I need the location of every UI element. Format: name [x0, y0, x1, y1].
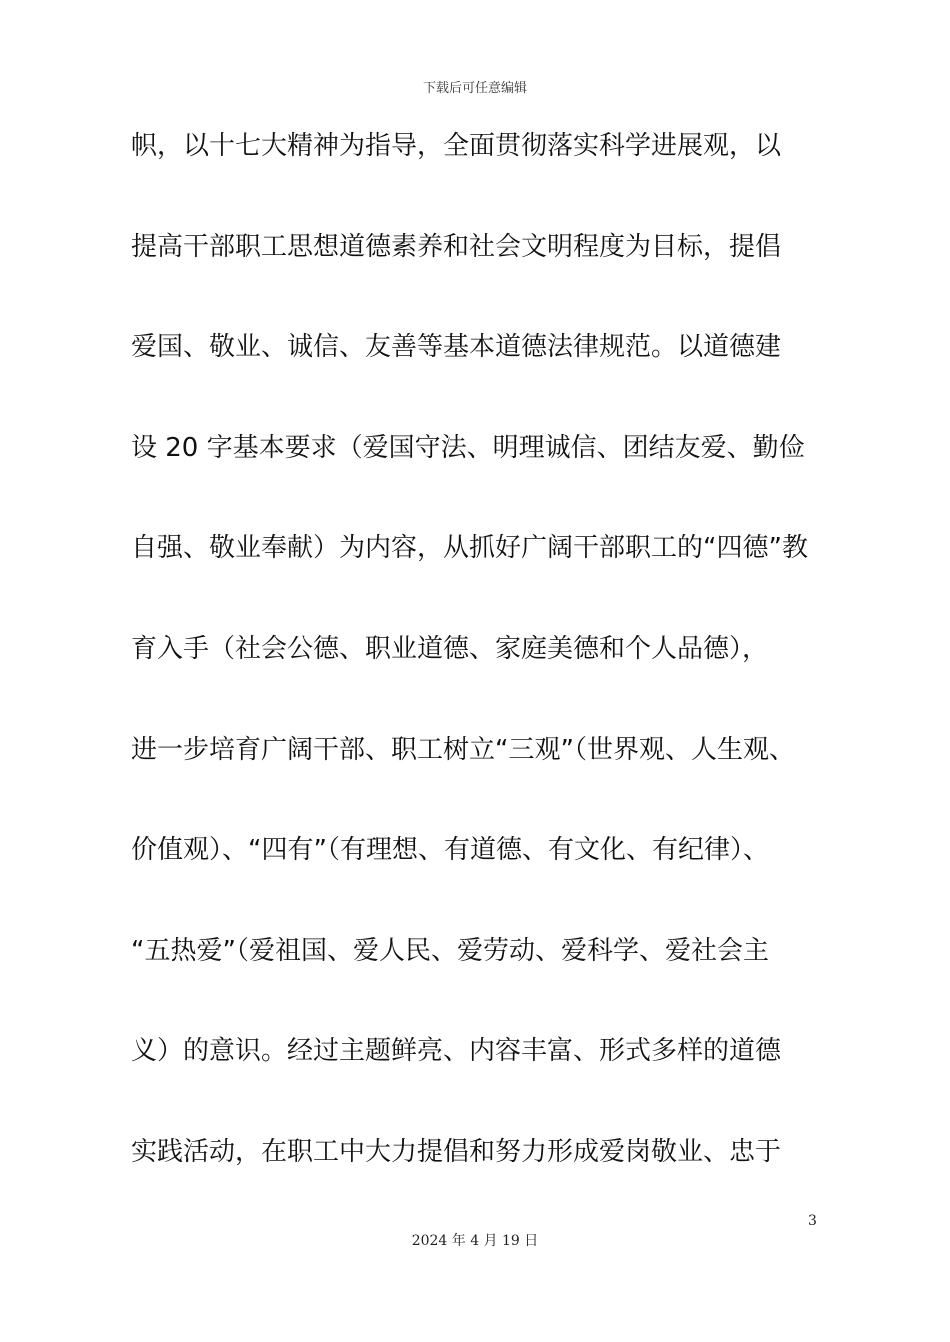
body-line-1: 帜，以十七大精神为指导，全面贯彻落实科学进展观，以 [131, 131, 782, 161]
document-body [131, 120, 851, 1227]
body-line-6: 育入手（社会公德、职业道德、家庭美德和个人品德）， [131, 633, 769, 664]
body-line-9: “五热爱”（爱祖国、爱人民、爱劳动、爱科学、爱社会主 [131, 935, 769, 966]
body-line-5: 自强、敬业奉献）为内容，从抓好广阔干部职工的“四德”教 [131, 533, 808, 564]
body-line-4: 设 20 字基本要求（爱国守法、明理诚信、团结友爱、勤俭 [131, 432, 805, 463]
page-footer-date: 2024 年 4 月 19 日 [411, 1233, 539, 1249]
page-number: 3 [808, 1213, 817, 1229]
body-line-7: 进一步培育广阔干部、职工树立“三观”（世界观、人生观、 [131, 734, 795, 765]
body-line-2: 提高干部职工思想道德素养和社会文明程度为目标，提倡 [131, 231, 782, 262]
body-line-8: 价值观）、“四有”（有理想、有道德、有文化、有纪律）、 [131, 835, 769, 866]
body-line-11: 实践活动，在职工中大力提倡和努力形成爱岗敬业、忠于 [131, 1136, 782, 1167]
body-line-10: 义）的意识。经过主题鲜亮、内容丰富、形式多样的道德 [131, 1036, 782, 1067]
page-header: 下载后可任意编辑 [422, 81, 527, 96]
body-line-3: 爱国、敬业、诚信、友善等基本道德法律规范。以道德建 [131, 332, 782, 363]
